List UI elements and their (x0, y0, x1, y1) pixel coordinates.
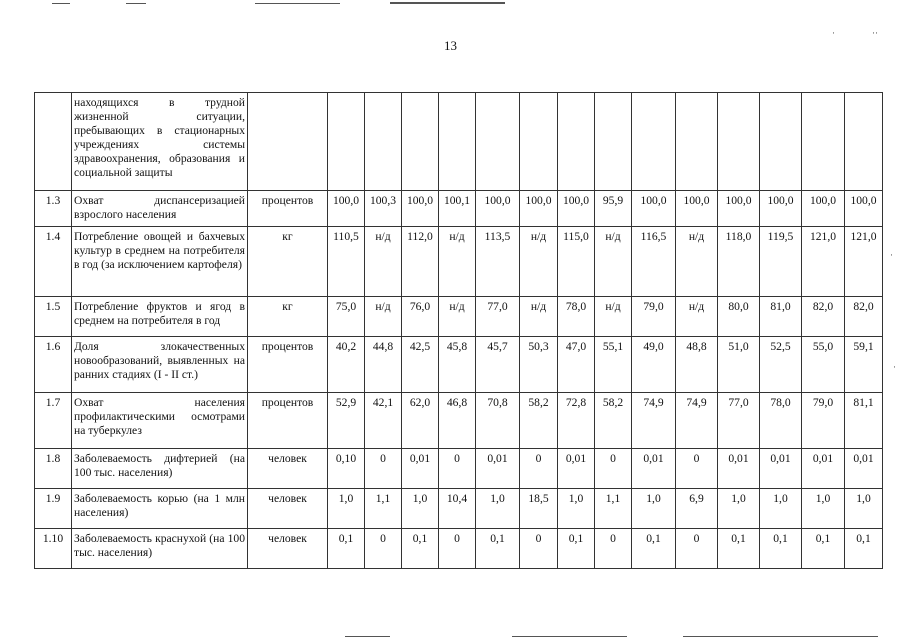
value-cell: 119,5 (760, 227, 802, 297)
indicator-description: Доля злокачественных новообразований, выявленных на ранних стадиях (I - II ст.) (72, 337, 248, 393)
value-cell: 1,0 (476, 489, 520, 529)
value-cell: н/д (439, 227, 476, 297)
unit-cell: человек (248, 529, 328, 569)
value-cell: 0,01 (802, 449, 845, 489)
unit-cell: кг (248, 297, 328, 337)
table-row (35, 227, 883, 297)
unit-cell (248, 93, 328, 191)
value-cell: 58,2 (595, 393, 632, 449)
row-number: 1.3 (35, 191, 72, 227)
value-cell (760, 93, 802, 191)
value-cell: 1,0 (718, 489, 760, 529)
value-cell: 1,1 (365, 489, 402, 529)
value-cell: 110,5 (328, 227, 365, 297)
value-cell: 0 (365, 449, 402, 489)
value-cell: 74,9 (676, 393, 718, 449)
scan-artifact-line (52, 3, 70, 4)
value-cell: 45,7 (476, 337, 520, 393)
value-cell (558, 93, 595, 191)
value-cell: н/д (520, 297, 558, 337)
value-cell (365, 93, 402, 191)
value-cell: н/д (365, 227, 402, 297)
value-cell: 100,0 (632, 191, 676, 227)
value-cell: 1,1 (595, 489, 632, 529)
value-cell: н/д (520, 227, 558, 297)
value-cell: 95,9 (595, 191, 632, 227)
value-cell: 0 (595, 449, 632, 489)
value-cell: 0 (595, 529, 632, 569)
scan-artifact-dot: · (832, 28, 835, 38)
value-cell: 0,1 (802, 529, 845, 569)
table-row (35, 449, 883, 489)
scan-artifact-line (345, 636, 390, 637)
unit-cell: кг (248, 227, 328, 297)
row-number: 1.8 (35, 449, 72, 489)
row-number: 1.5 (35, 297, 72, 337)
row-number: 1.10 (35, 529, 72, 569)
value-cell: 77,0 (718, 393, 760, 449)
value-cell: 1,0 (760, 489, 802, 529)
value-cell: 42,5 (402, 337, 439, 393)
value-cell: 0,01 (718, 449, 760, 489)
value-cell: 100,0 (402, 191, 439, 227)
value-cell: н/д (676, 227, 718, 297)
value-cell: 45,8 (439, 337, 476, 393)
table-row (35, 393, 883, 449)
value-cell: 51,0 (718, 337, 760, 393)
value-cell: 55,0 (802, 337, 845, 393)
value-cell (402, 93, 439, 191)
value-cell (439, 93, 476, 191)
scan-artifact-line (255, 3, 340, 4)
value-cell: н/д (676, 297, 718, 337)
row-number: 1.6 (35, 337, 72, 393)
indicator-description: находящихся в трудной жизненной ситуации, пребывающих в стационарных учреждениях системы здравоохранения, образования и социальной защиты (72, 93, 248, 191)
value-cell (476, 93, 520, 191)
value-cell: 58,2 (520, 393, 558, 449)
scan-artifact-dot: · (893, 362, 896, 372)
value-cell: 100,0 (476, 191, 520, 227)
value-cell: 78,0 (558, 297, 595, 337)
value-cell: 0 (520, 529, 558, 569)
table-row (35, 297, 883, 337)
value-cell: 100,0 (328, 191, 365, 227)
value-cell: 52,5 (760, 337, 802, 393)
table-row (35, 529, 883, 569)
value-cell: 113,5 (476, 227, 520, 297)
value-cell: 79,0 (802, 393, 845, 449)
value-cell: 1,0 (802, 489, 845, 529)
value-cell: 100,0 (718, 191, 760, 227)
value-cell: 118,0 (718, 227, 760, 297)
value-cell: 0 (676, 449, 718, 489)
value-cell: 62,0 (402, 393, 439, 449)
value-cell: 1,0 (328, 489, 365, 529)
value-cell: 52,9 (328, 393, 365, 449)
value-cell (520, 93, 558, 191)
value-cell: 81,1 (845, 393, 883, 449)
unit-cell: процентов (248, 393, 328, 449)
value-cell: 82,0 (845, 297, 883, 337)
table-row (35, 489, 883, 529)
value-cell: н/д (439, 297, 476, 337)
value-cell: 1,0 (558, 489, 595, 529)
value-cell: 100,0 (760, 191, 802, 227)
row-number: 1.9 (35, 489, 72, 529)
table-row (35, 93, 883, 191)
value-cell: 100,0 (520, 191, 558, 227)
value-cell: 18,5 (520, 489, 558, 529)
value-cell: 115,0 (558, 227, 595, 297)
indicator-description: Заболеваемость краснухой (на 100 тыс. населения) (72, 529, 248, 569)
value-cell: 59,1 (845, 337, 883, 393)
value-cell: 0,1 (402, 529, 439, 569)
value-cell (328, 93, 365, 191)
value-cell: 0,10 (328, 449, 365, 489)
value-cell: 47,0 (558, 337, 595, 393)
value-cell: 1,0 (402, 489, 439, 529)
value-cell: 112,0 (402, 227, 439, 297)
indicator-description: Охват диспансеризацией взрослого населения (72, 191, 248, 227)
value-cell: 79,0 (632, 297, 676, 337)
scan-artifact-dot: · (890, 250, 893, 260)
value-cell: 81,0 (760, 297, 802, 337)
row-number: 1.4 (35, 227, 72, 297)
value-cell (718, 93, 760, 191)
scan-artifact-line (126, 3, 146, 4)
value-cell: 0,1 (632, 529, 676, 569)
unit-cell: процентов (248, 337, 328, 393)
value-cell: 0,01 (402, 449, 439, 489)
value-cell: 1,0 (632, 489, 676, 529)
unit-cell: процентов (248, 191, 328, 227)
value-cell: 0,01 (558, 449, 595, 489)
value-cell: 0,1 (328, 529, 365, 569)
value-cell: 49,0 (632, 337, 676, 393)
value-cell: 80,0 (718, 297, 760, 337)
value-cell: 100,1 (439, 191, 476, 227)
indicator-description: Охват населения профилактическими осмотрами на туберкулез (72, 393, 248, 449)
value-cell: 0,01 (760, 449, 802, 489)
value-cell (632, 93, 676, 191)
value-cell: 42,1 (365, 393, 402, 449)
value-cell: 0,01 (845, 449, 883, 489)
value-cell: н/д (595, 227, 632, 297)
row-number (35, 93, 72, 191)
indicator-description: Заболеваемость дифтерией (на 100 тыс. населения) (72, 449, 248, 489)
value-cell: н/д (365, 297, 402, 337)
value-cell: 44,8 (365, 337, 402, 393)
indicator-description: Потребление фруктов и ягод в среднем на потребителя в год (72, 297, 248, 337)
value-cell: 0 (439, 449, 476, 489)
value-cell: 100,0 (845, 191, 883, 227)
value-cell: н/д (595, 297, 632, 337)
value-cell: 46,8 (439, 393, 476, 449)
scan-artifact-line (683, 636, 878, 637)
value-cell: 0,1 (476, 529, 520, 569)
value-cell: 48,8 (676, 337, 718, 393)
table-row (35, 337, 883, 393)
value-cell: 6,9 (676, 489, 718, 529)
table-row (35, 191, 883, 227)
value-cell: 10,4 (439, 489, 476, 529)
value-cell (845, 93, 883, 191)
indicators-table (34, 92, 883, 569)
value-cell: 0,1 (718, 529, 760, 569)
value-cell: 78,0 (760, 393, 802, 449)
value-cell: 72,8 (558, 393, 595, 449)
value-cell: 0,01 (632, 449, 676, 489)
value-cell (676, 93, 718, 191)
scan-artifact-dot: ·· (872, 28, 878, 38)
value-cell: 40,2 (328, 337, 365, 393)
value-cell: 50,3 (520, 337, 558, 393)
unit-cell: человек (248, 449, 328, 489)
value-cell: 82,0 (802, 297, 845, 337)
value-cell: 0,1 (845, 529, 883, 569)
value-cell: 0 (676, 529, 718, 569)
indicator-description: Заболеваемость корью (на 1 млн населения) (72, 489, 248, 529)
value-cell: 0,1 (760, 529, 802, 569)
value-cell: 100,0 (676, 191, 718, 227)
value-cell: 0 (365, 529, 402, 569)
unit-cell: человек (248, 489, 328, 529)
value-cell: 75,0 (328, 297, 365, 337)
value-cell: 74,9 (632, 393, 676, 449)
value-cell (595, 93, 632, 191)
page-number: 13 (444, 38, 457, 53)
value-cell: 121,0 (845, 227, 883, 297)
value-cell: 100,3 (365, 191, 402, 227)
value-cell: 77,0 (476, 297, 520, 337)
value-cell: 0,1 (558, 529, 595, 569)
value-cell: 116,5 (632, 227, 676, 297)
value-cell: 0 (520, 449, 558, 489)
row-number: 1.7 (35, 393, 72, 449)
scan-artifact-line (390, 2, 505, 4)
value-cell: 121,0 (802, 227, 845, 297)
indicator-description: Потребление овощей и бахчевых культур в среднем на потребителя в год (за исключением картофеля) (72, 227, 248, 297)
value-cell: 1,0 (845, 489, 883, 529)
value-cell: 0 (439, 529, 476, 569)
value-cell: 100,0 (558, 191, 595, 227)
value-cell: 70,8 (476, 393, 520, 449)
value-cell: 0,01 (476, 449, 520, 489)
value-cell: 100,0 (802, 191, 845, 227)
scan-artifact-line (512, 636, 627, 637)
value-cell (802, 93, 845, 191)
value-cell: 76,0 (402, 297, 439, 337)
table-body (35, 93, 883, 569)
value-cell: 55,1 (595, 337, 632, 393)
